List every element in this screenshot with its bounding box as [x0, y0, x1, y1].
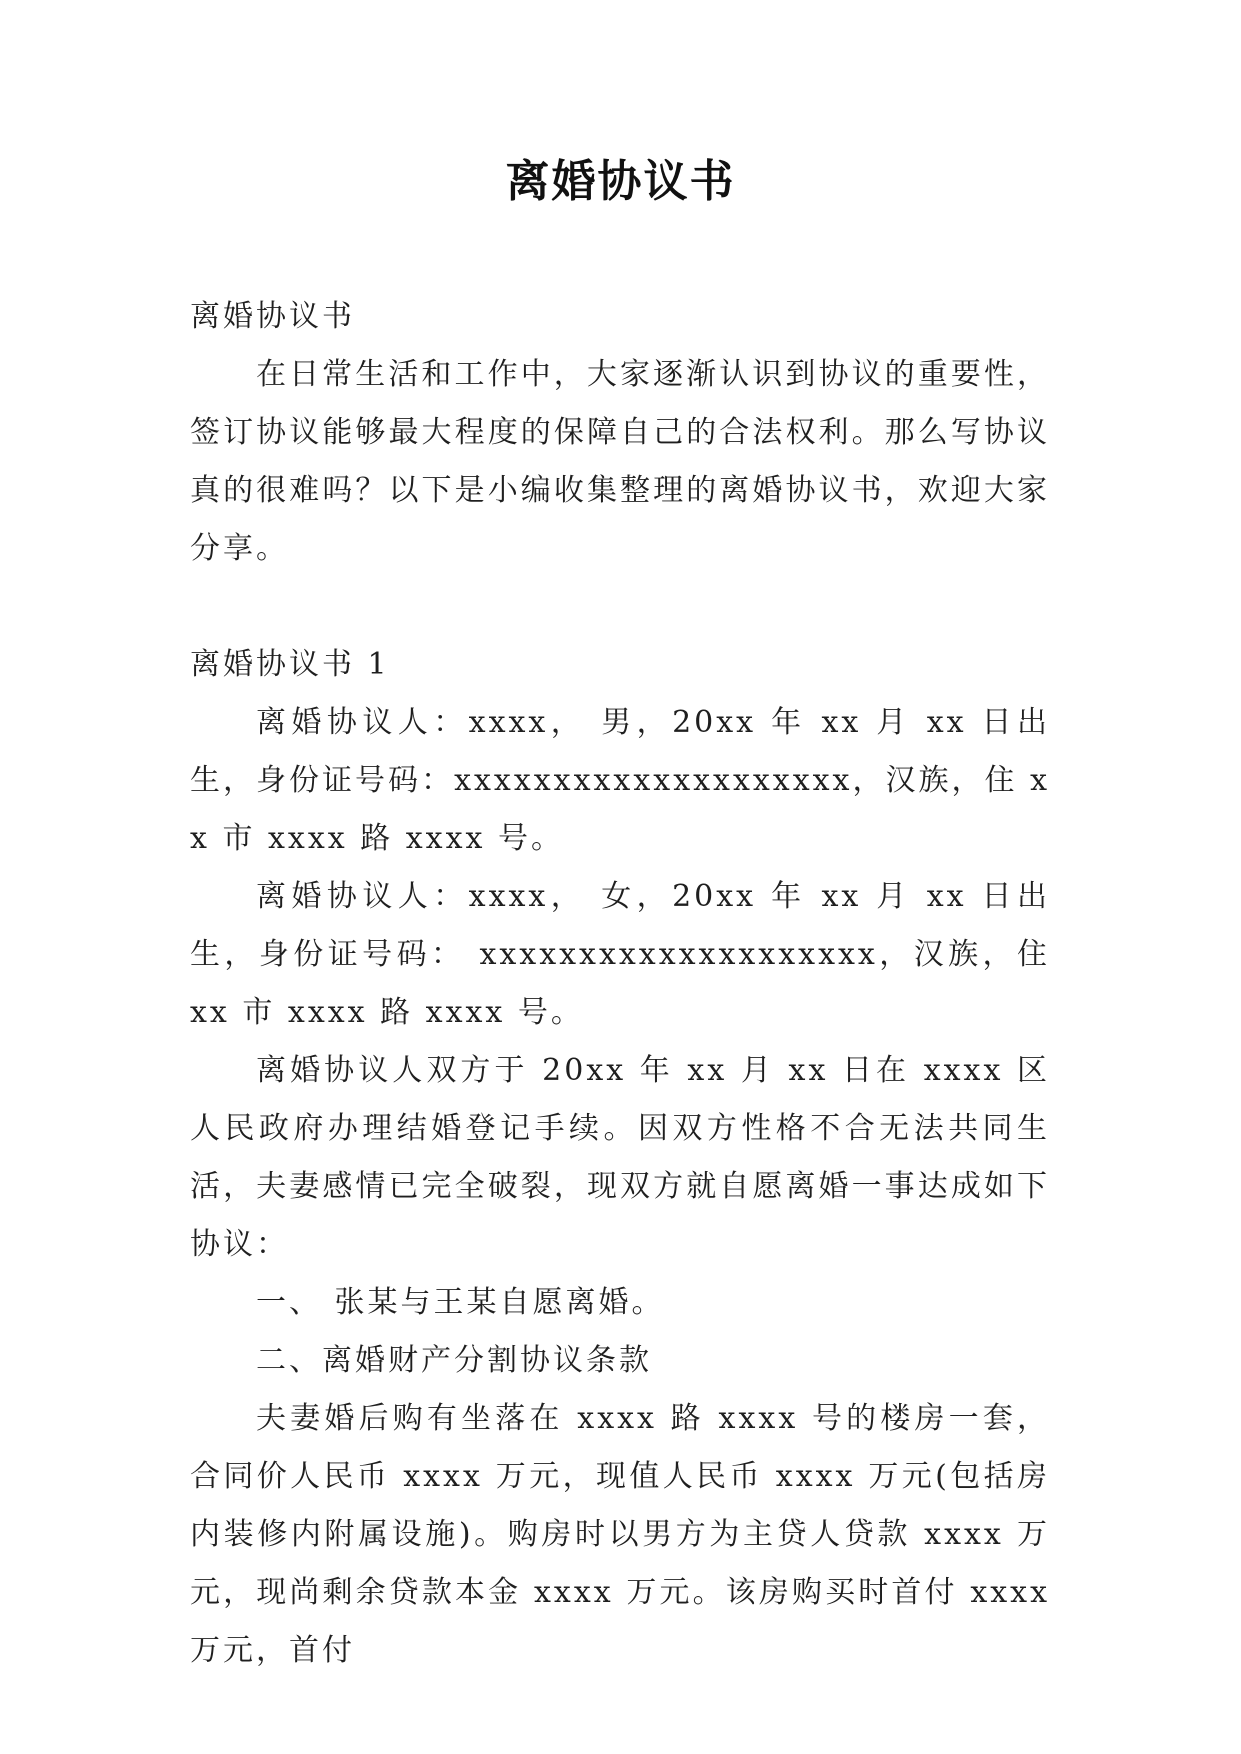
clause-one: 一、 张某与王某自愿离婚。	[256, 1285, 665, 1320]
property-paragraph: 夫妻婚后购有坐落在 xxxx 路 xxxx 号的楼房一套，合同价人民币 xxxx 万元，现值人民币 xxxx 万元(包括房内装修内附属设施)。购房时以男方为主贷人贷款 xxxx 万元，现尚剩余贷款本金 xxxx 万元。该房购买时首付 xxxx 万元，首付	[190, 1401, 1050, 1668]
intro-paragraph: 在日常生活和工作中，大家逐渐认识到协议的重要性，签订协议能够最大程度的保障自己的合法权利。那么写协议真的很难吗？以下是小编收集整理的离婚协议书，欢迎大家分享。	[190, 357, 1050, 566]
document-title: 离婚协议书	[505, 156, 736, 207]
document-body	[190, 288, 1050, 1680]
party-male-paragraph: 离婚协议人：xxxx， 男，20xx 年 xx 月 xx 日出生，身份证号码：xxxxxxxxxxxxxxxxxxxx，汉族，住 xx 市 xxxx 路 xxxx 号。	[190, 705, 1050, 856]
marriage-statement-paragraph: 离婚协议人双方于 20xx 年 xx 月 xx 日在 xxxx 区人民政府办理结婚登记手续。因双方性格不合无法共同生活，夫妻感情已完全破裂，现双方就自愿离婚一事达成如下协议：	[190, 1053, 1050, 1262]
paragraph-spacer	[190, 578, 1050, 636]
party-female-paragraph: 离婚协议人：xxxx， 女，20xx 年 xx 月 xx 日出生，身份证号码： xxxxxxxxxxxxxxxxxxxx，汉族，住 xx 市 xxxx 路 xxxx 号。	[190, 879, 1050, 1030]
clause-two: 二、离婚财产分割协议条款	[256, 1343, 652, 1378]
document-subtitle: 离婚协议书	[190, 299, 355, 334]
section-heading: 离婚协议书 1	[190, 647, 390, 682]
